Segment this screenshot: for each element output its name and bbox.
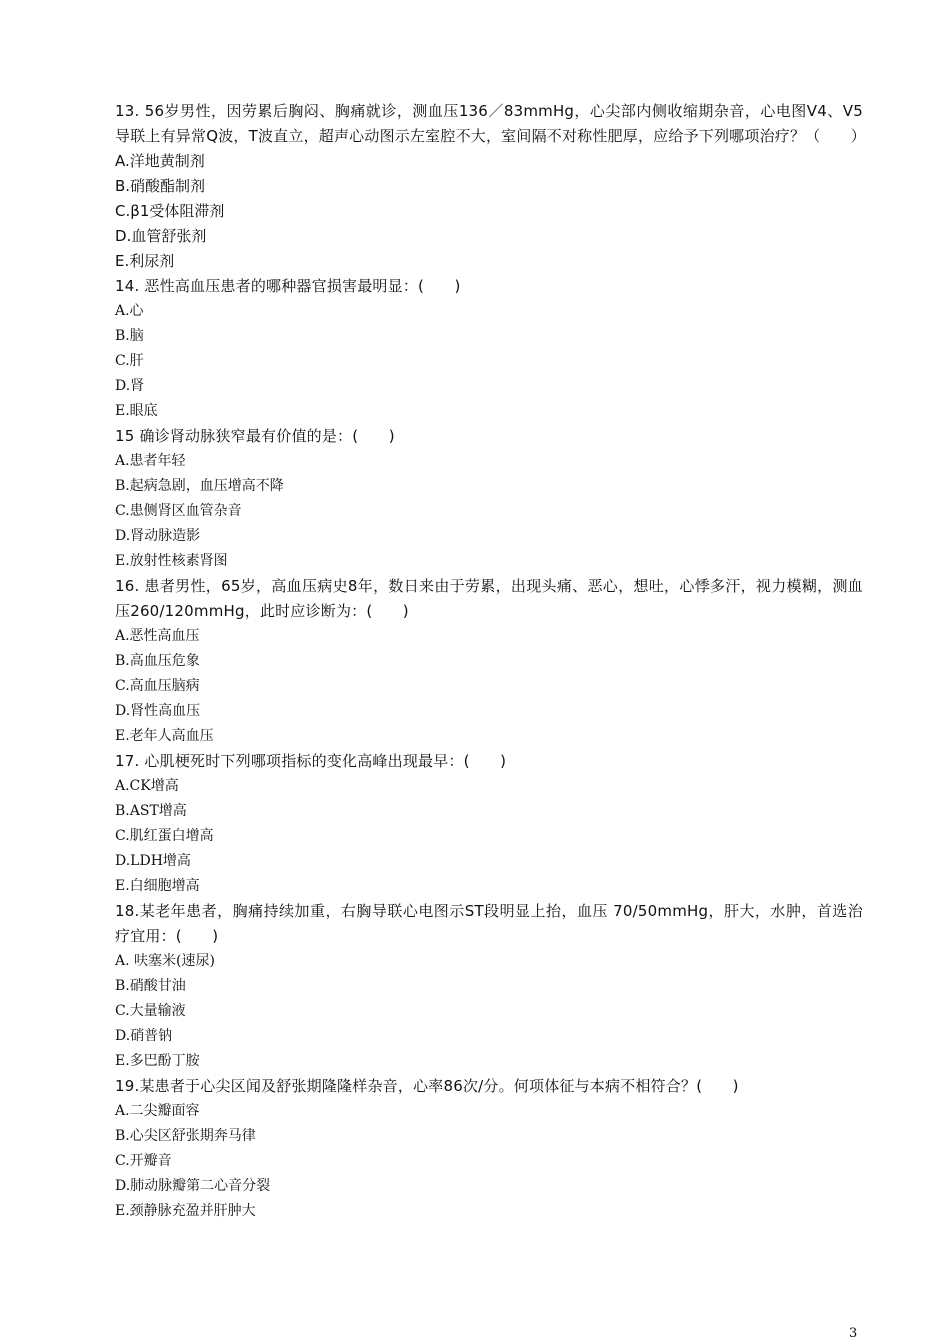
page-number: 3 <box>849 1326 858 1341</box>
option-a: A. 呋塞米(速尿) <box>115 953 215 969</box>
question-18 <box>115 899 863 1074</box>
option-b: B.心尖区舒张期奔马律 <box>115 1128 256 1144</box>
question-14 <box>115 274 863 424</box>
option-b: B.高血压危象 <box>115 653 200 669</box>
option-e: E.白细胞增高 <box>115 878 200 894</box>
option-c: C.高血压脑病 <box>115 678 200 694</box>
option-a: A.恶性高血压 <box>115 628 200 644</box>
option-a: A.二尖瓣面容 <box>115 1103 200 1119</box>
option-c: C.β1受体阻滞剂 <box>115 202 225 220</box>
option-b: B.硝酸酯制剂 <box>115 177 206 195</box>
option-c: C.大量输液 <box>115 1003 186 1019</box>
option-b: B.AST增高 <box>115 803 187 819</box>
option-e: E.眼底 <box>115 403 158 419</box>
question-17 <box>115 749 863 899</box>
option-b: B.硝酸甘油 <box>115 978 186 994</box>
option-a: A.洋地黄制剂 <box>115 152 205 170</box>
option-d: D.肾性高血压 <box>115 703 201 719</box>
option-a: A.心 <box>115 303 144 319</box>
option-e: E.老年人高血压 <box>115 728 214 744</box>
question-19 <box>115 1074 863 1224</box>
question-15 <box>115 424 863 574</box>
question-stem: 18.某老年患者，胸痛持续加重，右胸导联心电图示ST段明显上抬，血压 70/50mmHg，肝大，水肿，首选治疗宜用：( ) <box>115 902 863 945</box>
question-stem: 13. 56岁男性，因劳累后胸闷、胸痛就诊，测血压136／83mmHg，心尖部内侧收缩期杂音，心电图V4、V5导联上有异常Q波，T波直立，超声心动图示左室腔不大，室间隔不对称性肥厚，应给予下列哪项治疗？（ ） <box>115 102 866 145</box>
question-13 <box>115 99 866 274</box>
option-c: C.开瓣音 <box>115 1153 172 1169</box>
question-stem: 14. 恶性高血压患者的哪种器官损害最明显：( ) <box>115 277 461 295</box>
option-e: E.利尿剂 <box>115 252 175 270</box>
option-c: C.肝 <box>115 353 144 369</box>
option-d: D.硝普钠 <box>115 1028 173 1044</box>
option-b: B.起病急剧，血压增高不降 <box>115 478 284 494</box>
question-16 <box>115 574 863 749</box>
option-e: E.多巴酚丁胺 <box>115 1053 200 1069</box>
option-a: A.CK增高 <box>115 778 179 794</box>
option-e: E.颈静脉充盈并肝肿大 <box>115 1203 256 1219</box>
option-b: B.脑 <box>115 328 144 344</box>
question-stem: 16. 患者男性，65岁，高血压病史8年，数日来由于劳累，出现头痛、恶心，想吐，心悸多汗，视力模糊，测血压260/120mmHg，此时应诊断为：( ) <box>115 577 863 620</box>
option-d: D.肾动脉造影 <box>115 528 201 544</box>
question-stem: 17. 心肌梗死时下列哪项指标的变化高峰出现最早：( ) <box>115 752 507 770</box>
option-a: A.患者年轻 <box>115 453 186 469</box>
question-list <box>115 99 866 1224</box>
question-stem: 15 确诊肾动脉狭窄最有价值的是：( ) <box>115 427 395 445</box>
option-c: C.患侧肾区血管杂音 <box>115 503 242 519</box>
option-d: D.肺动脉瓣第二心音分裂 <box>115 1178 271 1194</box>
option-d: D.肾 <box>115 378 145 394</box>
option-e: E.放射性核素肾图 <box>115 553 228 569</box>
option-d: D.LDH增高 <box>115 853 191 869</box>
question-stem: 19.某患者于心尖区闻及舒张期隆隆样杂音，心率86次/分。何项体征与本病不相符合？( ) <box>115 1077 739 1095</box>
option-c: C.肌红蛋白增高 <box>115 828 214 844</box>
option-d: D.血管舒张剂 <box>115 227 207 245</box>
